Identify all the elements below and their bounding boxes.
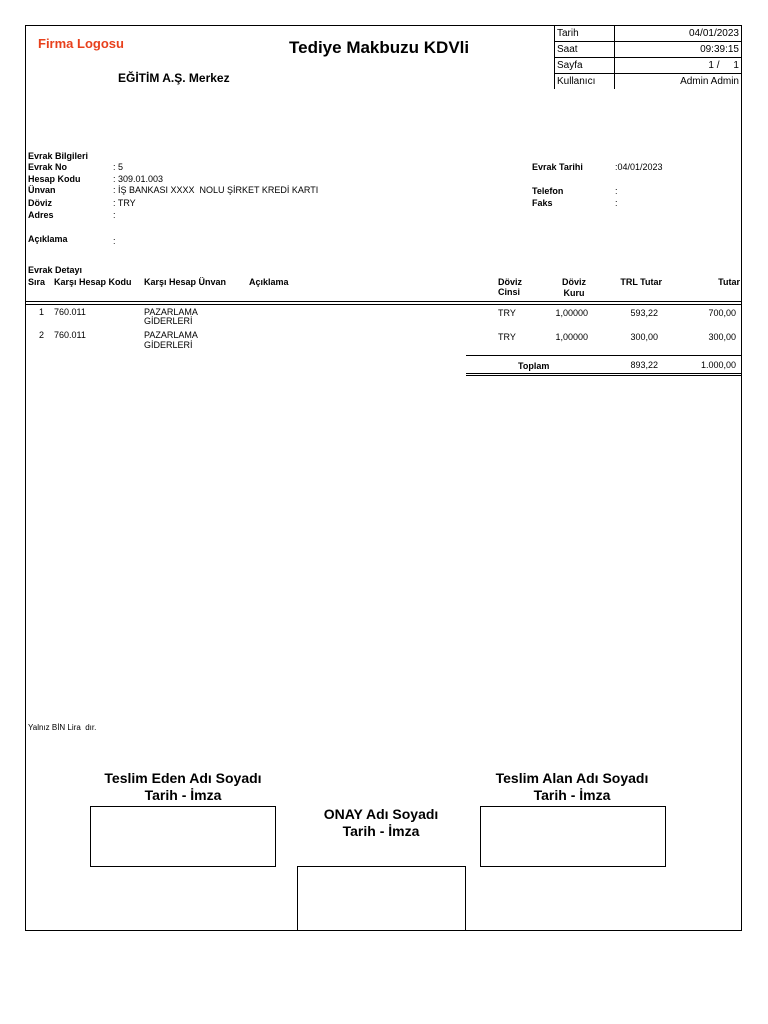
- meta-value: 09:39:15: [615, 42, 742, 58]
- cell-kod: 760.011: [54, 330, 86, 340]
- field-value: : 5: [113, 162, 124, 172]
- cell-kod: 760.011: [54, 307, 86, 317]
- table-divider: [25, 304, 742, 305]
- meta-row-time: [555, 42, 742, 58]
- col-header-kod: Karşı Hesap Kodu: [54, 277, 132, 287]
- meta-label: Sayfa: [555, 58, 615, 74]
- onay-block: [281, 806, 481, 840]
- teslim-alan-subtitle: Tarih - İmza: [533, 787, 611, 803]
- cell-kuru: 1,00000: [555, 308, 588, 318]
- cell-cinsi: TRY: [498, 332, 516, 342]
- field-label: Evrak Tarihi: [532, 162, 583, 172]
- field-value: :: [615, 198, 618, 208]
- teslim-alan-signature-box[interactable]: [480, 806, 666, 867]
- col-header-doviz-cinsi: Döviz: [498, 277, 523, 287]
- cell-unvan: PAZARLAMA: [144, 307, 198, 317]
- field-label: Evrak No: [28, 162, 68, 172]
- detail-section-title: Evrak Detayı: [28, 265, 83, 275]
- aciklama-value: :: [113, 236, 116, 246]
- meta-value: Admin Admin: [615, 74, 742, 90]
- cell-sira: 2: [39, 330, 45, 340]
- meta-label: Saat: [555, 42, 615, 58]
- meta-value: 04/01/2023: [615, 26, 742, 42]
- header-meta-table: [554, 25, 742, 89]
- field-value: :04/01/2023: [615, 162, 663, 172]
- total-top-line: [466, 355, 742, 356]
- col-header-aciklama: Açıklama: [249, 277, 289, 287]
- document-title: Tediye Makbuzu KDVli: [289, 38, 470, 57]
- meta-row-user: [555, 74, 742, 90]
- onay-title: ONAY Adı Soyadı: [323, 806, 439, 822]
- evrak-section-title: Evrak Bilgileri: [28, 151, 89, 161]
- cell-kuru: 1,00000: [555, 332, 588, 342]
- total-tutar: 1.000,00: [700, 360, 736, 370]
- company-logo: Firma Logosu: [38, 36, 124, 51]
- field-value: : TRY: [113, 198, 136, 208]
- cell-sira: 1: [39, 307, 45, 317]
- onay-subtitle: Tarih - İmza: [342, 823, 420, 839]
- teslim-alan-title: Teslim Alan Adı Soyadı: [495, 770, 649, 786]
- amount-in-words: Yalnız BİN Lira dır.: [28, 723, 97, 732]
- meta-value: 1 / 1: [615, 58, 742, 74]
- onay-signature-box[interactable]: [297, 866, 466, 931]
- cell-unvan: PAZARLAMA: [144, 330, 198, 340]
- meta-label: Tarih: [555, 26, 615, 42]
- cell-unvan-2: GİDERLERİ: [144, 316, 193, 326]
- teslim-eden-subtitle: Tarih - İmza: [144, 787, 222, 803]
- company-name: EĞİTİM A.Ş. Merkez: [118, 71, 230, 85]
- cell-cinsi: TRY: [498, 308, 516, 318]
- col-header-sira: Sıra: [28, 277, 46, 287]
- field-label: Ünvan: [28, 185, 56, 195]
- col-header-trl-tutar: TRL Tutar: [620, 277, 662, 287]
- field-label: Faks: [532, 198, 553, 208]
- meta-divider: [741, 94, 742, 124]
- teslim-eden-title: Teslim Eden Adı Soyadı: [104, 770, 262, 786]
- field-value: : İŞ BANKASI XXXX NOLU ŞİRKET KREDİ KARTI: [113, 185, 319, 195]
- field-label: Hesap Kodu: [28, 174, 81, 184]
- field-value: :: [615, 186, 618, 196]
- cell-unvan-2: GİDERLERİ: [144, 340, 193, 350]
- col-header-tutar: Tutar: [718, 277, 740, 287]
- field-label: Adres: [28, 210, 54, 220]
- cell-tutar: 700,00: [708, 308, 736, 318]
- col-header-doviz-cinsi-2: Cinsi: [498, 287, 521, 297]
- field-label: Döviz: [28, 198, 53, 208]
- field-value: : 309.01.003: [113, 174, 164, 184]
- col-header-unvan: Karşı Hesap Ünvan: [144, 277, 227, 287]
- col-header-doviz-kuru-2: Kuru: [563, 288, 585, 298]
- cell-trl: 593,22: [630, 308, 658, 318]
- table-divider: [25, 301, 742, 302]
- total-label: Toplam: [518, 361, 550, 371]
- field-label: Telefon: [532, 186, 564, 196]
- meta-row-date: [555, 26, 742, 42]
- teslim-alan-block: [472, 770, 672, 804]
- cell-tutar: 300,00: [708, 332, 736, 342]
- col-header-doviz-kuru: Döviz: [561, 277, 586, 287]
- total-bottom-line: [466, 375, 742, 376]
- total-trl: 893,22: [630, 360, 658, 370]
- aciklama-label: Açıklama: [28, 234, 68, 244]
- teslim-eden-block: [83, 770, 283, 804]
- teslim-eden-signature-box[interactable]: [90, 806, 276, 867]
- cell-trl: 300,00: [630, 332, 658, 342]
- meta-label: Kullanıcı: [555, 74, 615, 90]
- meta-row-page: [555, 58, 742, 74]
- field-value: :: [113, 210, 116, 220]
- total-bottom-line: [466, 373, 742, 374]
